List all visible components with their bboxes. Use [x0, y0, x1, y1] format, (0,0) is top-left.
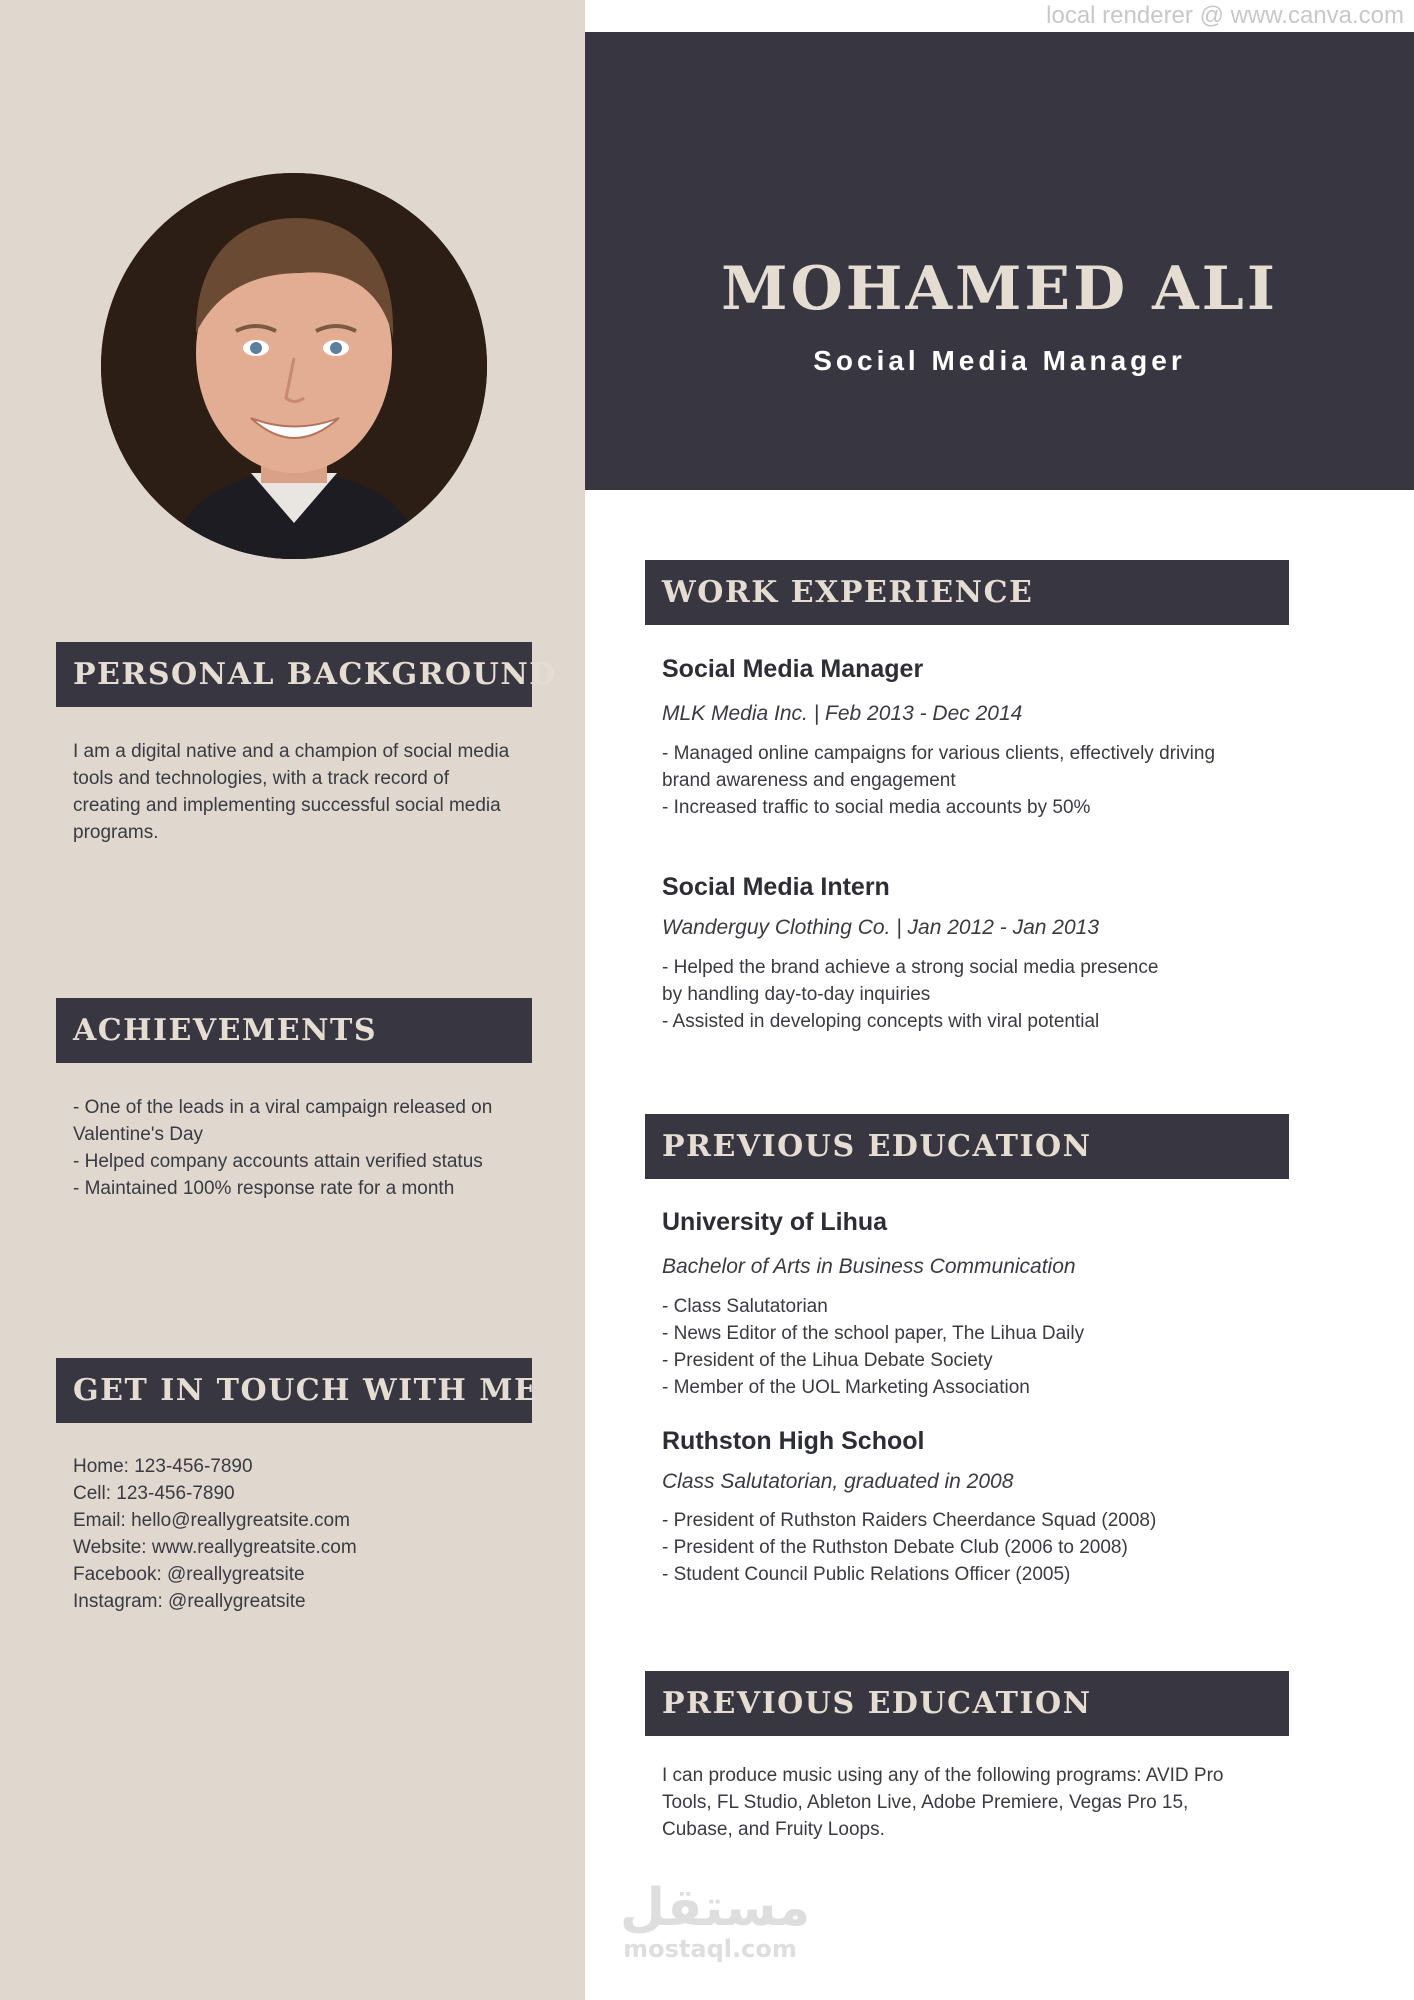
job-subtitle: Wanderguy Clothing Co. | Jan 2012 - Jan 2013 — [662, 916, 1100, 939]
text-line: I am a digital native and a champion of social media — [73, 741, 510, 762]
text-line: Cubase, and Fruity Loops. — [662, 1819, 885, 1840]
contact-text — [73, 1453, 543, 1615]
text-line: - President of Ruthston Raiders Cheerdance Squad (2008) — [662, 1510, 1157, 1531]
education-heading: PREVIOUS EDUCATION — [645, 1114, 1289, 1179]
text-line: - President of the Lihua Debate Society — [662, 1350, 993, 1371]
school-description — [662, 1293, 1272, 1401]
text-line: - One of the leads in a viral campaign released on — [73, 1097, 493, 1118]
job-subtitle: MLK Media Inc. | Feb 2013 - Dec 2014 — [662, 702, 1023, 725]
text-line: by handling day-to-day inquiries — [662, 984, 931, 1005]
school-subtitle: Bachelor of Arts in Business Communication — [662, 1255, 1076, 1278]
personal-background-heading: PERSONAL BACKGROUND — [56, 642, 532, 707]
text-line: Tools, FL Studio, Ableton Live, Adobe Premiere, Vegas Pro 15, — [662, 1792, 1189, 1813]
text-line: creating and implementing successful social media — [73, 795, 501, 816]
text-line: - Student Council Public Relations Officer (2005) — [662, 1564, 1071, 1585]
school-description — [662, 1507, 1272, 1588]
text-line: - Helped company accounts attain verified status — [73, 1151, 483, 1172]
text-line: - Assisted in developing concepts with viral potential — [662, 1011, 1100, 1032]
text-line: - Helped the brand achieve a strong social media presence — [662, 957, 1159, 978]
school-title: Ruthston High School — [662, 1427, 925, 1455]
top-watermark: local renderer @ www.canva.com — [1046, 2, 1404, 29]
text-line: programs. — [73, 822, 159, 843]
school-subtitle: Class Salutatorian, graduated in 2008 — [662, 1470, 1014, 1493]
logo-latin: mostaql.com — [623, 1935, 797, 1963]
personal-background-text — [73, 738, 543, 846]
portrait-illustration — [101, 173, 487, 559]
text-line: - President of the Ruthston Debate Club (2006 to 2008) — [662, 1537, 1128, 1558]
job-description — [662, 740, 1272, 821]
contact-instagram: Instagram: @reallygreatsite — [73, 1591, 306, 1612]
job-title: Social Media Intern — [662, 873, 890, 901]
skills-text — [662, 1762, 1272, 1843]
contact-facebook: Facebook: @reallygreatsite — [73, 1564, 305, 1585]
school-title: University of Lihua — [662, 1208, 888, 1236]
job-description — [662, 954, 1272, 1035]
contact-home: Home: 123-456-7890 — [73, 1456, 253, 1477]
contact-cell: Cell: 123-456-7890 — [73, 1483, 235, 1504]
contact-heading: GET IN TOUCH WITH ME — [56, 1358, 532, 1423]
person-role: Social Media Manager — [813, 345, 1186, 376]
contact-email: Email: hello@reallygreatsite.com — [73, 1510, 350, 1531]
text-line: I can produce music using any of the following programs: AVID Pro — [662, 1765, 1224, 1786]
contact-website: Website: www.reallygreatsite.com — [73, 1537, 357, 1558]
text-line: brand awareness and engagement — [662, 770, 956, 791]
profile-photo — [101, 173, 487, 559]
mostaql-logo — [620, 1878, 811, 1963]
skills-heading: PREVIOUS EDUCATION — [645, 1671, 1289, 1736]
achievements-text — [73, 1094, 543, 1202]
text-line: Valentine's Day — [73, 1124, 204, 1145]
job-title: Social Media Manager — [662, 655, 924, 683]
person-name: MOHAMED ALI — [721, 254, 1278, 324]
text-line: - Increased traffic to social media accounts by 50% — [662, 797, 1091, 818]
header-banner — [585, 32, 1414, 490]
text-line: - News Editor of the school paper, The Lihua Daily — [662, 1323, 1085, 1344]
logo-arabic: مستقل — [620, 1878, 811, 1938]
achievements-heading: ACHIEVEMENTS — [56, 998, 532, 1063]
text-line: - Managed online campaigns for various clients, effectively driving — [662, 743, 1216, 764]
text-line: - Maintained 100% response rate for a month — [73, 1178, 455, 1199]
work-experience-heading: WORK EXPERIENCE — [645, 560, 1289, 625]
text-line: - Class Salutatorian — [662, 1296, 828, 1317]
text-line: - Member of the UOL Marketing Association — [662, 1377, 1030, 1398]
text-line: tools and technologies, with a track record of — [73, 768, 449, 789]
